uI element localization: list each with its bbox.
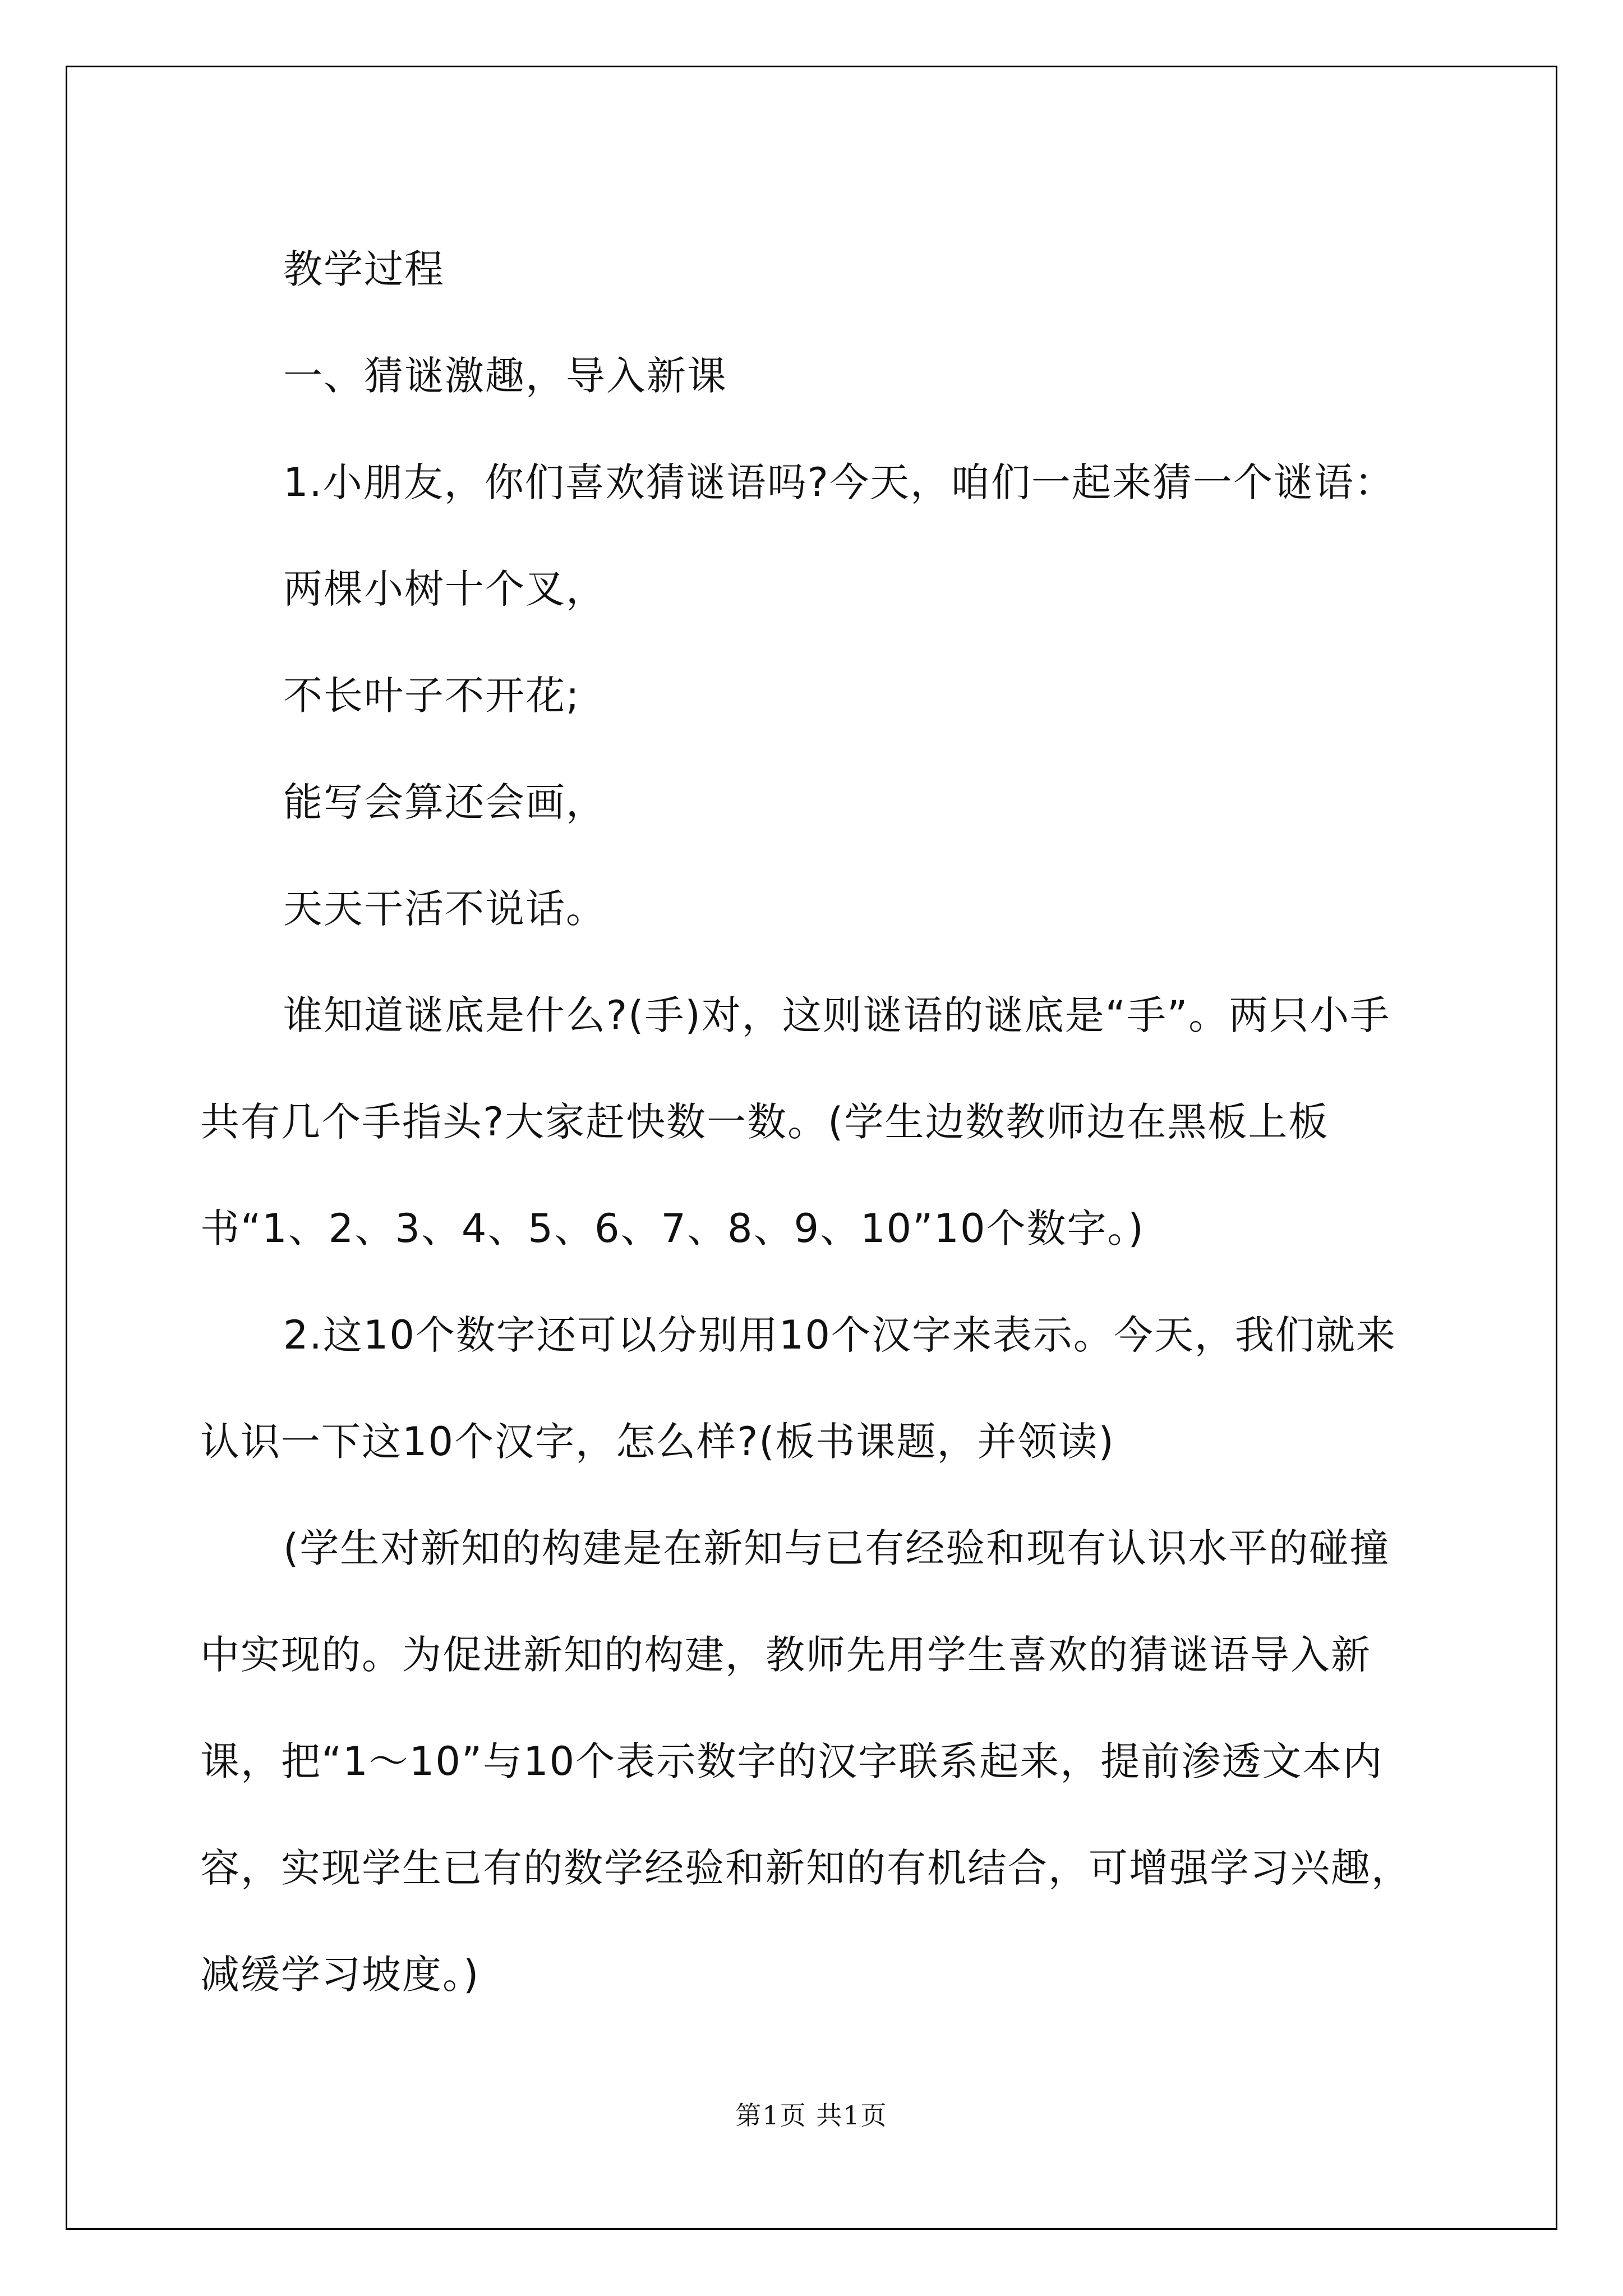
page-footer: 第1页 共1页 — [735, 2100, 888, 2131]
paragraph-ten-characters: 2.这10个数字还可以分别用10个汉字来表示。今天，我们就来认识一下这10个汉字，怎么样?(板书课题，并领读) — [200, 1312, 1396, 1465]
riddle-line-2: 不长叶子不开花; — [283, 673, 580, 719]
section-heading: 教学过程 — [283, 246, 445, 292]
paragraph-riddle-intro: 1.小朋友，你们喜欢猜谜语吗?今天，咱们一起来猜一个谜语： — [283, 459, 1395, 505]
paragraph-teaching-note: (学生对新知的构建是在新知与已有经验和现有认识水平的碰撞中实现的。为促进新知的构建，教师先用学生喜欢的猜谜语导入新课，把“1～10”与10个表示数字的汉字联系起来，提前渗透文本内容，实现学生已有的数学经验和新知的有机结合，可增强学习兴趣，减缓学习坡度。) — [200, 1525, 1412, 1998]
subsection-heading: 一、猜谜激趣，导入新课 — [283, 353, 727, 399]
document-body — [200, 216, 1428, 2028]
paragraph-riddle-answer: 谁知道谜底是什么?(手)对，这则谜语的谜底是“手”。两只小手共有几个手指头?大家赶快数一数。(学生边数教师边在黑板上板书“1、2、3、4、5、6、7、8、9、10”10个数字。) — [200, 992, 1391, 1251]
riddle-line-3: 能写会算还会画， — [283, 779, 606, 825]
riddle-line-1: 两棵小树十个叉， — [283, 566, 606, 612]
riddle-line-4: 天天干活不说话。 — [283, 886, 606, 932]
